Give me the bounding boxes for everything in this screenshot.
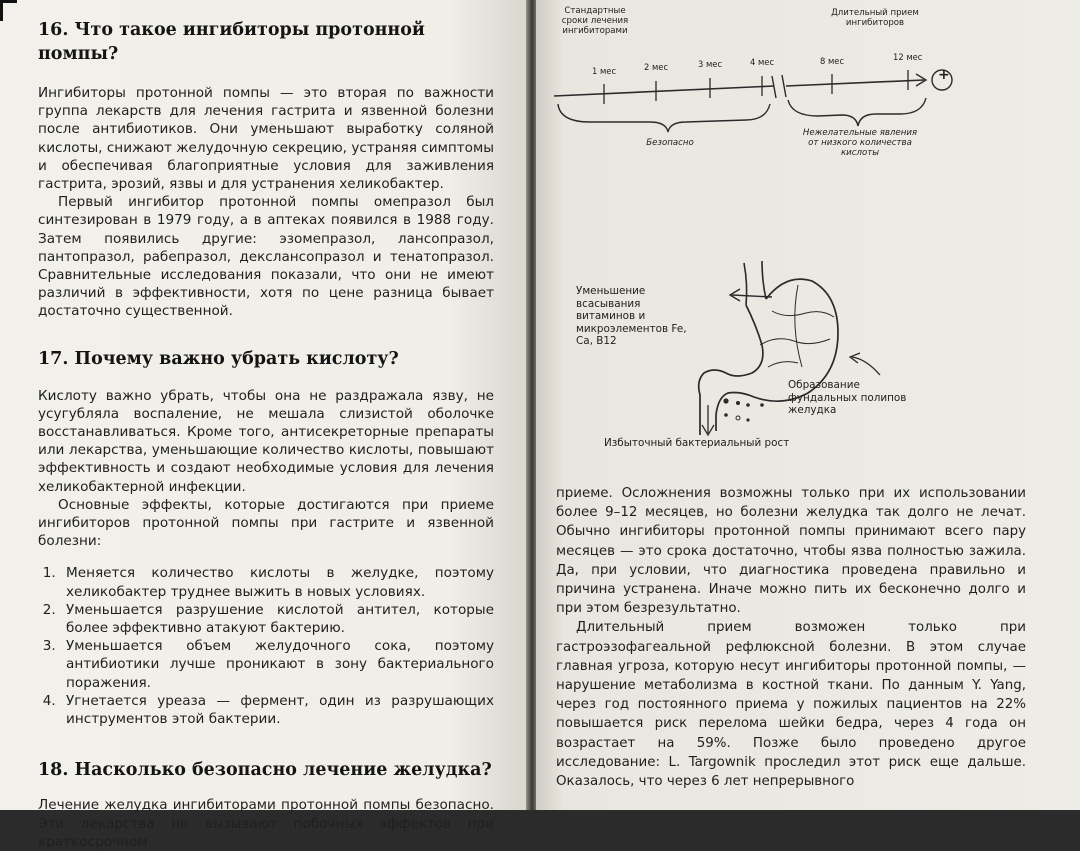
label-bacterial-growth: Избыточный бактериальный рост [604,437,790,449]
tick-label-4: 4 мес [750,57,775,67]
timeline-label-side-effects: Нежелательные явления от низкого количества кислоты [802,128,918,158]
right-paragraph-2: Длительный прием возможен только при гастроэзофагеальной рефлюксной болезни. В этом случае главная угроза, которую несут ингибиторы протонной помпы, — нарушение метаболизма в костной ткани. По данным Y. Yang, через год постоянного приема у пожилых пациентов на 22% повышается риск перелома шейки бедра, через 4 года он возрастает на 59%. Позже было проведено другое исследование: L. Targownik проследил этот риск еще дальше. Оказалось, что через 6 лет непрерывного [556,620,1026,790]
section-17-heading: 17. Почему важно убрать кислоту? [38,348,399,369]
section-16-heading: 16. Что такое ингибиторы протонной помпы? [38,20,425,64]
left-page [0,0,528,850]
timeline-label-safe: Безопасно [646,138,694,148]
tick-label-2: 2 мес [644,62,669,72]
tick-label-3: 3 мес [698,59,723,69]
label-polyps: Образование фундальных полипов желудка [788,379,907,416]
treatment-timeline-diagram: Стандартные сроки лечения ингибиторами Длительный прием ингибиторов + 1 мес 2 мес 3 мес 4 мес 8 мес 12 мес Безопасно Нежелательные явления от низкого количества кислоты [550,4,1050,189]
list-item: 3. Уменьшается объем желудочного сока, поэтому антибиотики лучше проникают в зону бактериального поражения. [60,637,494,692]
section-17-paragraph-1: Кислоту важно убрать, чтобы она не раздражала язву, не усугубляла воспаление, не мешала слизистой оболочке восстанавливаться. Кроме того, антисекреторные препараты или лекарства, уменьшающие количество кислоты, повышают эффективность и создают необходимые условия для лечения хеликобактерной инфекции. [38,387,494,495]
right-paragraph-1: приеме. Осложнения возможны только при их использовании более 9–12 месяцев, но болезни желудка так долго не лечат. Обычно ингибиторы протонной помпы принимают всего пару месяцев — это срока достаточно, чтобы язва полностью зажила. Да, при условии, что диагностика проведена правильно и причина устранена. Иначе можно пить их бесконечно долго и при этом безрезультатно. [556,486,1026,617]
tick-label-8: 8 мес [820,56,845,66]
tick-label-12: 12 мес [893,52,923,62]
list-item: 4. Угнетается уреаза — фермент, один из разрушающих инструментов этой бактерии. [60,692,494,728]
section-16-paragraph-2: Первый ингибитор протонной помпы омепразол был синтезирован в 1979 году, а в аптеках появился в 1988 году. Затем появились другие: эзомепразол, лансопразол, пантопразол, рабепразол, декслансопразол и тенатопразол. Сравнительные исследования показали, что они не имеют различий в эффективности, хотя по цене разница бывает достаточно существенной. [38,194,494,320]
timeline-drawing [550,4,1050,189]
right-page [536,0,1080,810]
section-18-heading: 18. Насколько безопасно лечение желудка? [38,760,492,781]
section-17-paragraph-2: Основные эффекты, которые достигаются при приеме ингибиторов протонной помпы при гастрите и язвенной болезни: [38,496,494,550]
timeline-label-standard: Стандартные сроки лечения ингибиторами [561,6,629,36]
list-item: 2. Уменьшается разрушение кислотой антител, которые более эффективно атакуют бактерию. [60,601,494,637]
tick-label-1: 1 мес [592,66,617,76]
label-absorption: Уменьшение всасывания витаминов и микроэлементов Fe, Ca, B12 [576,285,687,347]
timeline-label-long: Длительный прием ингибиторов [831,8,919,28]
effects-list [38,564,494,728]
list-item: 1. Меняется количество кислоты в желудке, поэтому хеликобактер труднее выжить в новых условиях. [60,564,494,600]
section-16-paragraph-1: Ингибиторы протонной помпы — это вторая по важности группа лекарств для лечения гастрита и язвенной болезни после антибиотиков. Они уменьшают выработку соляной кислоты, снижают желудочную секрецию, устраняя симптомы и обеспечивая благоприятные условия для заживления гастрита, эрозий, язвы и для устранения хеликобактер. [38,85,494,193]
stomach-diagram [576,255,1046,455]
right-page-text [556,484,1026,791]
corner-crop-mark [0,0,17,21]
section-18-paragraph-1: Лечение желудка ингибиторами протонной помпы безопасно. Эти лекарства не вызывают побочных эффектов при краткосрочном [38,797,494,850]
